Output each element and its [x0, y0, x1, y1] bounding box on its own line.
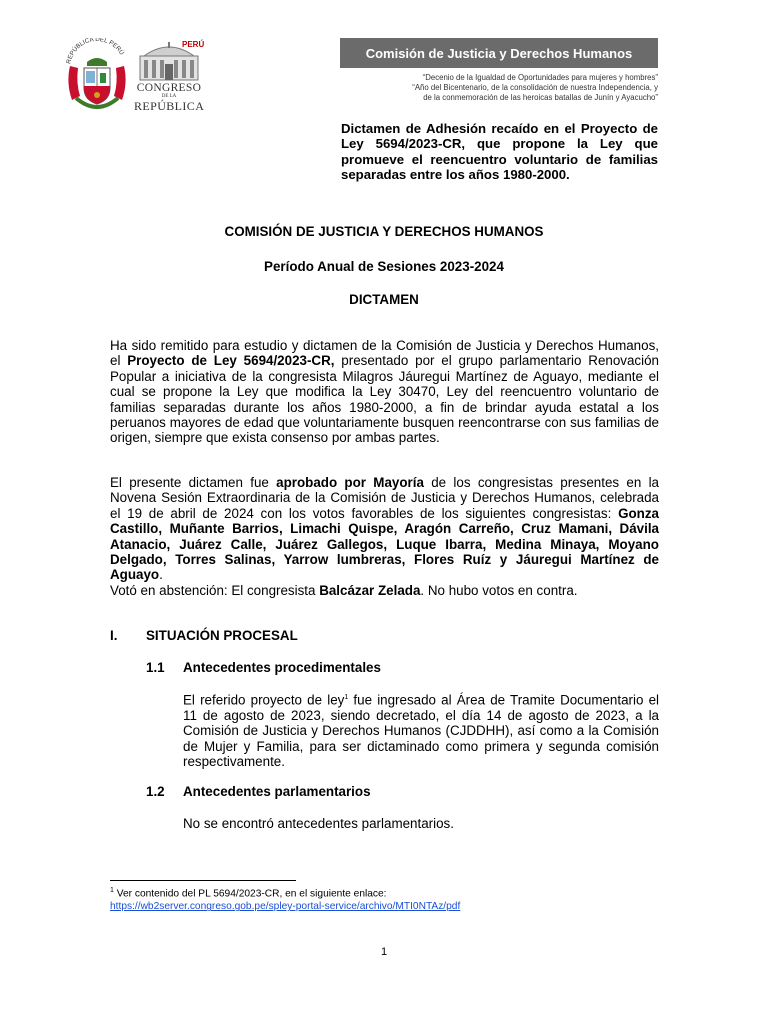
decenio-line-2: “Año del Bicentenario, de la consolidación de nuestra Independencia, y [412, 83, 658, 92]
congress-building-icon [134, 40, 204, 82]
subsection-1-number: 1.1 [146, 660, 165, 675]
decenio-line-1: “Decenio de la Igualdad de Oportunidades para mujeres y hombres” [422, 73, 658, 82]
approval-period: . [159, 567, 163, 583]
bill-number: Proyecto de Ley 5694/2023-CR, [127, 353, 335, 369]
abstention-text-b: . No hubo votos en contra. [420, 582, 578, 598]
footnote [110, 884, 460, 913]
footnote-link[interactable]: https://wb2server.congreso.gob.pe/spley-portal-service/archivo/MTI0NTAz/pdf [110, 901, 461, 913]
seal-text: REPÚBLICA DEL PERÚ [65, 38, 126, 65]
section-title: SITUACIÓN PROCESAL [146, 628, 298, 643]
logo-congreso-text: CONGRESO [136, 82, 202, 94]
subsection-2-title: Antecedentes parlamentarios [183, 784, 371, 799]
congreso-logo [134, 40, 204, 116]
commission-banner: Comisión de Justicia y Derechos Humanos [340, 38, 658, 68]
footnote-divider [110, 880, 296, 881]
decenio-text [340, 73, 658, 103]
approval-status: aprobado por Mayoría [276, 475, 424, 490]
subsection-2-text: No se encontró antecedentes parlamentarios. [183, 816, 454, 831]
section-number: I. [110, 628, 118, 643]
logo-de-la-text: DE LA [161, 94, 177, 99]
footnote-number: 1 [110, 887, 114, 894]
subsection-2-number: 1.2 [146, 784, 165, 799]
approval-paragraph [110, 475, 659, 598]
period-heading: Período Anual de Sesiones 2023-2024 [264, 259, 504, 274]
logo-peru-text: PERÚ [182, 40, 205, 49]
commission-heading: COMISIÓN DE JUSTICIA Y DERECHOS HUMANOS [224, 224, 544, 239]
congress-members-list: Gonza Castillo, Muñante Barrios, Limachi Quispe, Aragón Carreño, Cruz Mamani, Dávila Atanacio, Juárez Calle, Juárez Gallegos, Luque Ibarra, Medina Minaya, Moyano Delgado, Torres Salinas, Yarrow lumbreras, Flores Ruíz y Jáuregui Martínez de Aguayo [110, 505, 659, 583]
abstention-member: Balcázar Zelada [319, 582, 421, 598]
subsection-1-text-a: El referido proyecto de ley [183, 692, 345, 708]
dictamen-heading: DICTAMEN [349, 292, 419, 307]
footnote-text: Ver contenido del PL 5694/2023-CR, en el siguiente enlace: [113, 888, 387, 900]
approval-text-a: El presente dictamen fue [110, 475, 277, 490]
footnote-ref[interactable]: 1 [344, 694, 349, 701]
intro-paragraph [110, 338, 659, 446]
logo-republica-text: REPÚBLICA [134, 99, 205, 113]
approval-text-b: de los congresistas presentes en la Novena Sesión Extraordinaria de la Comisión de Justicia y Derechos Humanos, celebrada el 19 de abril de 2024 con los votos favorables de los siguientes congresistas: [110, 475, 659, 521]
coat-of-arms-seal [62, 38, 132, 116]
abstention-text-a: Votó en abstención: El congresista [110, 582, 320, 598]
subsection-1-text-b: fue ingresado al Área de Tramite Documentario el 11 de agosto de 2023, siendo decretado, el día 14 de agosto de 2023, a la Comisión de Justicia y Derechos Humanos (CJDDHH), así como a la Comisión de Mujer y Familia, para ser dictaminado como primera y segunda comisión respectivamente. [183, 692, 660, 770]
decenio-line-3: de la conmemoración de las heroicas batallas de Junín y Ayacucho” [423, 93, 658, 102]
page-number: 1 [380, 946, 388, 958]
intro-text-a: Ha sido remitido para estudio y dictamen de la Comisión de Justicia y Derechos Humanos, el [110, 338, 659, 369]
subsection-1-text [183, 690, 659, 770]
intro-text-b: presentado por el grupo parlamentario Renovación Popular a iniciativa de la congresista Milagros Jáuregui Martínez de Aguayo, mediante el cual se propone la Ley que modifica la Ley 30470, Ley del reencuentro voluntario de familias separadas durante los años 1980-2000, a fin de brindar ayuda estatal a los peruanos mayores de edad que voluntariamente busquen reencontrarse con sus familias de origen, siempre que exista consenso por ambas partes. [110, 353, 659, 446]
subsection-1-title: Antecedentes procedimentales [183, 660, 381, 675]
document-title: Dictamen de Adhesión recaído en el Proyecto de Ley 5694/2023-CR, que propone la Ley que promueve el reencuentro voluntario de familias separadas entre los años 1980-2000. [341, 121, 658, 182]
